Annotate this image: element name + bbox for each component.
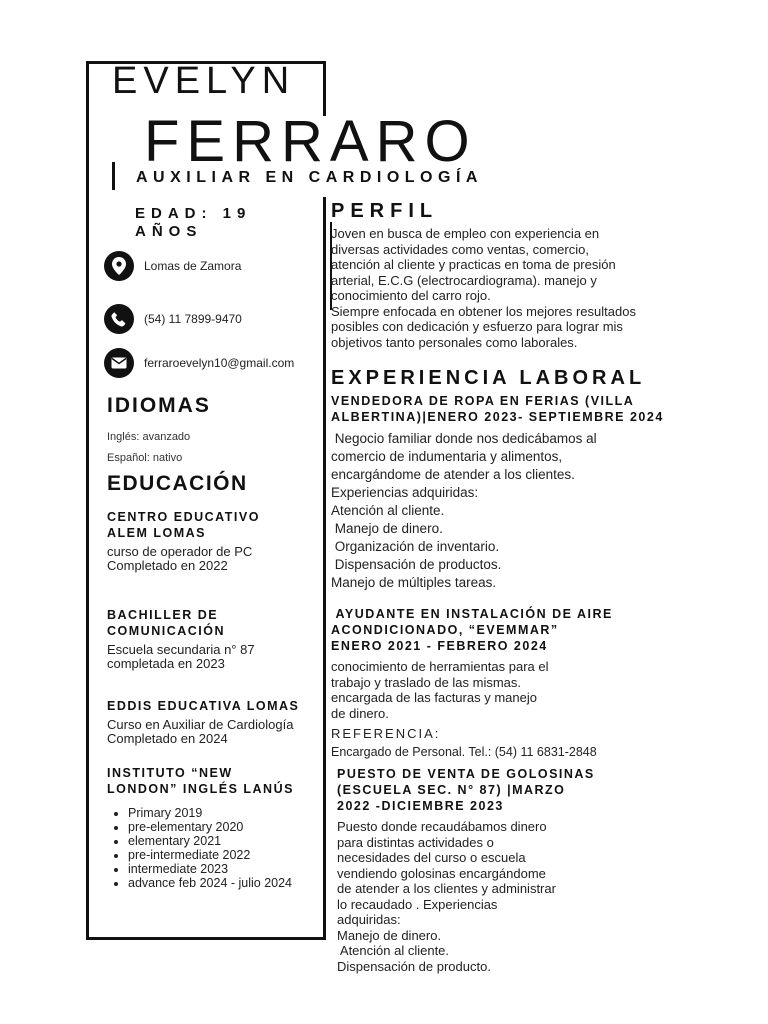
job-entry [331, 606, 721, 760]
education-entry-title: LONDON” INGLÉS LANÚS [107, 782, 294, 796]
education-title: EDUCACIÓN [107, 472, 248, 495]
job-entry [337, 766, 717, 974]
list-item: • advance feb 2024 - julio 2024 [128, 876, 292, 890]
education-entry [107, 698, 299, 746]
profile-line: diversas actividades como ventas, comercio, [331, 241, 589, 257]
english-levels-list [112, 806, 292, 890]
contact-location [104, 250, 241, 282]
job-heading: PUESTO DE VENTA DE GOLOSINAS [337, 767, 595, 781]
job-heading: ACONDICIONADO, “EVEMMAR” [331, 623, 559, 637]
job-line: para distintas actividades o [337, 834, 494, 850]
job-line: lo recaudado . Experiencias [337, 896, 498, 912]
job-line: Dispensación de productos. [331, 557, 502, 572]
reference-text: Encargado de Personal. Tel.: (54) 11 6831-2848 [331, 744, 597, 759]
education-entry [107, 765, 294, 797]
frame-right-line-top [323, 61, 326, 116]
job-heading: AYUDANTE EN INSTALACIÓN DE AIRE [331, 607, 613, 621]
experience-title: EXPERIENCIA LABORAL [331, 367, 646, 389]
profile-line: objetivos tanto personales como laborales. [331, 334, 578, 350]
job-line: vendiendo golosinas encargándome [337, 865, 546, 881]
education-entry-title: COMUNICACIÓN [107, 624, 225, 638]
job-line: de dinero. [331, 705, 389, 721]
phone-icon [104, 304, 134, 334]
education-entry [107, 607, 255, 671]
education-entry-title: ALEM LOMAS [107, 526, 207, 540]
job-heading: VENDEDORA DE ROPA EN FERIAS (VILLA [331, 394, 635, 408]
education-entry-title: EDDIS EDUCATIVA LOMAS [107, 699, 300, 713]
education-entry-line: Completado en 2024 [107, 731, 228, 746]
location-pin-icon [104, 251, 134, 281]
job-line: de atender a los clientes y administrar [337, 881, 556, 896]
job-heading: ENERO 2021 - FEBRERO 2024 [331, 639, 548, 653]
education-entry-line: Escuela secundaria n° 87 [107, 642, 255, 657]
job-line: comercio de indumentaria y alimentos, [331, 449, 563, 464]
reference-label: REFERENCIA: [331, 726, 441, 741]
education-entry-title: BACHILLER DE [107, 608, 219, 622]
job-heading: ALBERTINA)|ENERO 2023- SEPTIEMBRE 2024 [331, 410, 664, 424]
first-name: EVELYN [112, 60, 296, 102]
profile-title: PERFIL [331, 200, 439, 222]
education-entry-line: completada en 2023 [107, 656, 225, 671]
job-line: Atención al cliente. [331, 503, 445, 518]
contact-email [104, 347, 294, 379]
job-line: Manejo de dinero. [337, 927, 442, 943]
education-entry-line: curso de operador de PC [107, 544, 253, 559]
job-line: necesidades del curso o escuela [337, 850, 526, 865]
job-line: encargada de las facturas y manejo [331, 690, 537, 705]
frame-left-line [86, 61, 89, 940]
job-heading: 2022 -DICIEMBRE 2023 [337, 799, 504, 813]
job-line: trabajo y traslado de las mismas. [331, 674, 522, 690]
job-line: adquiridas: [337, 912, 401, 927]
contact-email-text: ferraroevelyn10@gmail.com [144, 356, 295, 370]
job-line: encargándome de atender a los clientes. [331, 467, 575, 482]
education-entry-line: Completado en 2022 [107, 558, 228, 573]
job-line: Negocio familiar donde nos dedicábamos al [331, 431, 597, 446]
job-line: Experiencias adquiridas: [331, 485, 479, 500]
job-line: Manejo de múltiples tareas. [331, 575, 497, 590]
mail-icon [104, 348, 134, 378]
profile-line: arterial, E.C.G (electrocardiograma). manejo y [331, 272, 597, 288]
language-item: Inglés: avanzado [107, 431, 191, 443]
list-item: • elementary 2021 [128, 834, 292, 848]
age: EDAD: 19 AÑOS [135, 205, 252, 240]
education-entry-title: INSTITUTO “NEW [107, 766, 233, 780]
last-name: FERRARO [144, 109, 477, 174]
frame-bottom-line [86, 937, 326, 940]
job-line: Dispensación de producto. [337, 958, 491, 974]
list-item: • intermediate 2023 [128, 862, 292, 876]
profile-line: posibles con dedicación y esfuerzo para lograr mis [331, 319, 623, 334]
education-entry-title: CENTRO EDUCATIVO [107, 510, 260, 524]
profile-line: Siempre enfocada en obtener los mejores resultados [331, 303, 636, 319]
education-entry-line: Curso en Auxiliar de Cardiología [107, 717, 294, 732]
language-item: Español: nativo [107, 452, 183, 464]
profile-line: conocimiento del carro rojo. [331, 288, 491, 303]
languages-title: IDIOMAS [107, 394, 211, 417]
job-title: AUXILIAR EN CARDIOLOGÍA [136, 169, 483, 186]
profile-line: Joven en busca de empleo con experiencia en [331, 226, 600, 241]
profile-line: atención al cliente y practicas en toma de presión [331, 257, 616, 272]
job-line: Puesto donde recaudábamos dinero [337, 819, 547, 834]
job-line: conocimiento de herramientas para el [331, 659, 549, 674]
job-line: Manejo de dinero. [331, 521, 443, 536]
contact-location-text: Lomas de Zamora [144, 259, 242, 273]
contact-phone [104, 303, 242, 335]
job-line: Atención al cliente. [337, 943, 450, 958]
frame-right-line-bottom [323, 197, 326, 940]
job-line: Organización de inventario. [331, 539, 500, 554]
list-item: • pre-intermediate 2022 [128, 848, 292, 862]
education-entry [107, 509, 260, 573]
title-accent-bar [112, 162, 115, 190]
list-item: • pre-elementary 2020 [128, 820, 292, 834]
profile-text [331, 226, 711, 350]
contact-phone-text: (54) 11 7899-9470 [144, 312, 242, 326]
job-heading: (ESCUELA SEC. N° 87) |MARZO [337, 783, 566, 797]
job-entry [331, 393, 721, 592]
list-item: • Primary 2019 [128, 806, 292, 820]
